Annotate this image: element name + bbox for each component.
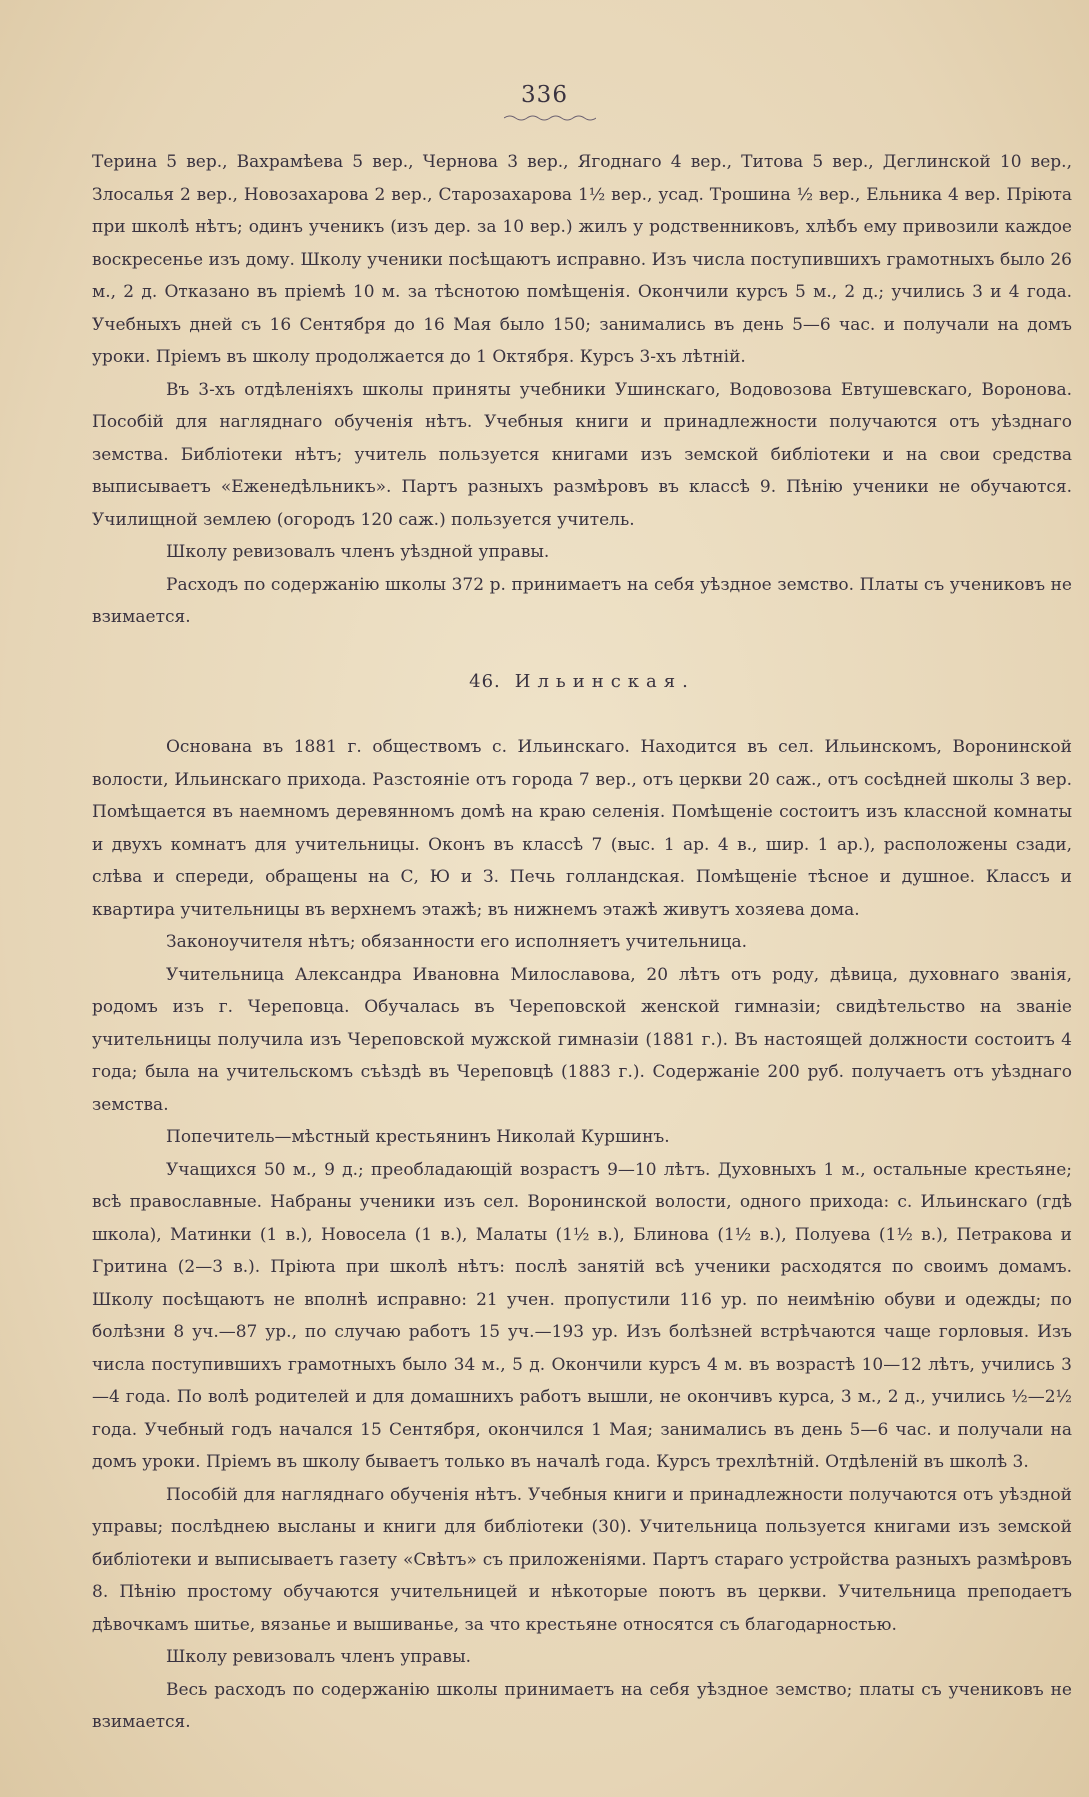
- section-paragraph: Весь расходъ по содержанію школы принимаетъ на себя уѣздное земство; платы съ учениковъ не взимается.: [92, 1679, 1072, 1732]
- prev-section-paragraph: Терина 5 вер., Вахрамѣева 5 вер., Чернова 3 вер., Ягоднаго 4 вер., Титова 5 вер., Деглинской 10 вер., Злосалья 2 вер., Новозахарова 2 вер., Старозахарова 1½ вер., усад. Трошина ½ вер., Ельника 4 вер. Пріюта при школѣ нѣтъ; одинъ ученикъ (изъ дер. за 10 вер.) жилъ у родственниковъ, хлѣбъ ему привозили каждое воскресенье изъ дому. Школу ученики посѣщаютъ исправно. Изъ числа поступившихъ грамотныхъ было 26 м., 2 д. Отказано въ пріемѣ 10 м. за тѣснотою помѣщенія. Окончили курсъ 5 м., 2 д.; учились 3 и 4 года. Учебныхъ дней съ 16 Сентября до 16 Мая было 150; занимались въ день 5—6 час. и получали на домъ уроки. Пріемъ въ школу продолжается до 1 Октября. Курсъ 3-хъ лѣтній.: [92, 152, 1072, 367]
- section-paragraph: Пособій для нагляднаго обученія нѣтъ. Учебныя книги и принадлежности получаются отъ уѣздной управы; послѣднею высланы и книги для библіотеки (30). Учительница пользуется книгами изъ земской библіотеки и выписываетъ газету «Свѣтъ» съ приложеніями. Партъ стараго устройства разныхъ размѣровъ 8. Пѣнію простому обучаются учительницей и нѣкоторые поютъ въ церкви. Учительница преподаетъ дѣвочкамъ шитье, вязанье и вышиванье, за что крестьяне относятся съ благодарностью.: [92, 1484, 1072, 1635]
- page-body: [92, 146, 1072, 1739]
- section-paragraph: Учащихся 50 м., 9 д.; преобладающій возрастъ 9—10 лѣтъ. Духовныхъ 1 м., остальные крестьяне; всѣ православные. Набраны ученики изъ сел. Воронинской волости, одного прихода: с. Ильинскаго (гдѣ школа), Матинки (1 в.), Новосела (1 в.), Малаты (1½ в.), Блинова (1½ в.), Полуева (1½ в.), Петракова и Гритина (2—3 в.). Пріюта при школѣ нѣтъ: послѣ занятій всѣ ученики расходятся по своимъ домамъ. Школу посѣщаютъ не вполнѣ исправно: 21 учен. пропустили 116 ур. по неимѣнію обуви и одежды; по болѣзни 8 уч.—87 ур., по случаю работъ 15 уч.—193 ур. Изъ болѣзней встрѣчаются чаще горловыя. Изъ числа поступившихъ грамотныхъ было 34 м., 5 д. Окончили курсъ 4 м. въ возрастѣ 10—12 лѣтъ, учились 3—4 года. По волѣ родителей и для домашнихъ работъ вышли, не окончивъ курса, 3 м., 2 д., учились ½—2½ года. Учебный годъ начался 15 Сентября, окончился 1 Мая; занимались въ день 5—6 час. и получали на домъ уроки. Пріемъ въ школу бываетъ только въ началѣ года. Курсъ трехлѣтній. Отдѣленій въ школѣ 3.: [92, 1159, 1072, 1472]
- section-paragraph: Законоучителя нѣтъ; обязанности его исполняетъ учительница.: [166, 932, 747, 952]
- page-number: 336: [521, 82, 568, 108]
- section-spacer: [92, 699, 1072, 732]
- section-spacer: [92, 634, 1072, 667]
- page-number-ornament: [504, 114, 596, 122]
- prev-section-paragraph: Расходъ по содержанію школы 372 р. принимаетъ на себя уѣздное земство. Платы съ учениковъ не взимается.: [92, 574, 1072, 627]
- prev-section-paragraph: Школу ревизовалъ членъ уѣздной управы.: [166, 542, 550, 562]
- section-number: 46.: [469, 671, 501, 692]
- section-paragraph: Основана въ 1881 г. обществомъ с. Ильинскаго. Находится въ сел. Ильинскомъ, Воронинской волости, Ильинскаго прихода. Разстояніе отъ города 7 вер., отъ церкви 20 саж., отъ сосѣдней школы 3 вер. Помѣщается въ наемномъ деревянномъ домѣ на краю селенія. Помѣщеніе состоитъ изъ классной комнаты и двухъ комнатъ для учительницы. Оконъ въ классѣ 7 (выс. 1 ар. 4 в., шир. 1 ар.), расположены сзади, слѣва и спереди, обращены на С, Ю и З. Печь голландская. Помѣщеніе тѣсное и душное. Классъ и квартира учительницы въ верхнемъ этажѣ; въ нижнемъ этажѣ живутъ хозяева дома.: [92, 737, 1072, 920]
- prev-section-paragraph: Въ 3-хъ отдѣленіяхъ школы приняты учебники Ушинскаго, Водовозова Евтушевскаго, Воронова. Пособій для нагляднаго обученія нѣтъ. Учебныя книги и принадлежности получаются отъ уѣзднаго земства. Библіотеки нѣтъ; учитель пользуется книгами изъ земской библіотеки и на свои средства выписываетъ «Еженедѣльникъ». Партъ разныхъ размѣровъ въ классѣ 9. Пѣнію ученики не обучаются. Училищной землею (огородъ 120 саж.) пользуется учитель.: [92, 379, 1072, 530]
- section-heading: [92, 666, 1072, 699]
- section-paragraph: Попечитель—мѣстный крестьянинъ Николай Куршинъ.: [166, 1127, 670, 1147]
- section-title: Ильинская.: [514, 671, 695, 692]
- section-paragraph: Учительница Александра Ивановна Милославова, 20 лѣтъ отъ роду, дѣвица, духовнаго званія, родомъ изъ г. Череповца. Обучалась въ Череповской женской гимназіи; свидѣтельство на званіе учительницы получила изъ Череповской мужской гимназіи (1881 г.). Въ настоящей должности состоитъ 4 года; была на учительскомъ съѣздѣ въ Череповцѣ (1883 г.). Содержаніе 200 руб. получаетъ отъ уѣзднаго земства.: [92, 964, 1072, 1115]
- section-paragraph: Школу ревизовалъ членъ управы.: [166, 1647, 472, 1667]
